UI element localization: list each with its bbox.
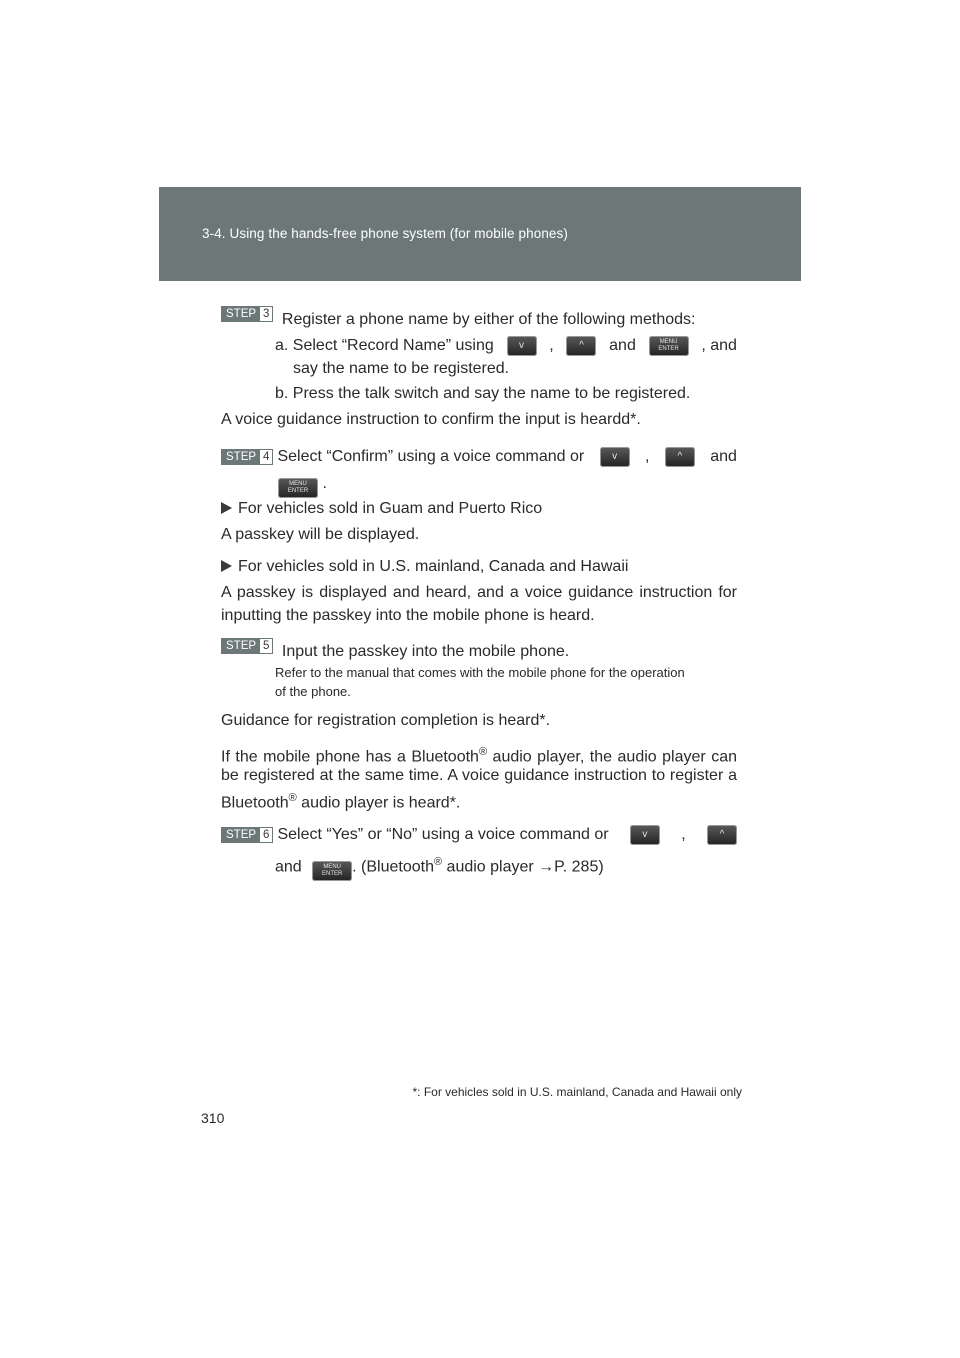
triangle-bullet-icon (221, 560, 232, 572)
menu-enter-button-icon: MENU ENTER (278, 478, 318, 498)
completion-note: Guidance for registration completion is heard*. (221, 712, 551, 729)
step-4: STEP 4 Select “Confirm” using a voice command or v , ^ and (221, 447, 737, 467)
us-heading: For vehicles sold in U.S. mainland, Canada and Hawaii (221, 557, 628, 577)
down-button-icon: v (600, 447, 630, 467)
section-title: 3-4. Using the hands-free phone system (for mobile phones) (202, 226, 568, 241)
step-badge: STEP 4 (221, 449, 273, 465)
down-button-icon: v (630, 825, 660, 845)
menu-enter-button-icon: MENU ENTER (649, 336, 689, 356)
step-3-option-a-cont: say the name to be registered. (293, 360, 510, 377)
step-5-note-line1: Refer to the manual that comes with the mobile phone for the operation (275, 665, 685, 680)
step-3 (221, 306, 695, 330)
bluetooth-line2: be registered at the same time. A voice guidance instruction to register a (221, 767, 737, 784)
bluetooth-line3: Bluetooth® audio player is heard*. (221, 792, 461, 812)
us-text-line1: A passkey is displayed and heard, and a voice guidance instruction for (221, 584, 737, 601)
page-number: 310 (201, 1110, 225, 1126)
triangle-bullet-icon (221, 502, 232, 514)
guam-heading: For vehicles sold in Guam and Puerto Rico (221, 499, 542, 519)
step-badge: STEP 5 (221, 638, 273, 654)
bluetooth-line1: If the mobile phone has a Bluetooth® audio player, the audio player can (221, 746, 737, 766)
guam-text: A passkey will be displayed. (221, 526, 420, 543)
step-5: STEP 5 Input the passkey into the mobile phone. (221, 638, 569, 662)
step-6: STEP 6 Select “Yes” or “No” using a voice command or v , ^ (221, 825, 737, 845)
up-button-icon: ^ (707, 825, 737, 845)
step-5-note-line2: of the phone. (275, 684, 351, 699)
up-button-icon: ^ (566, 336, 596, 356)
us-text-line2: inputting the passkey into the mobile phone is heard. (221, 607, 595, 624)
menu-enter-button-icon: MENU ENTER (312, 861, 352, 881)
step-6-cont: and MENU ENTER . (Bluetooth® audio player →P. 285) (275, 852, 604, 881)
up-button-icon: ^ (665, 447, 695, 467)
down-button-icon: v (507, 336, 537, 356)
step-4-cont: MENU ENTER . (278, 474, 327, 498)
step-3-text: Register a phone name by either of the following methods: (281, 311, 696, 328)
step-3-option-a: a. Select “Record Name” using v , ^ and MENU ENTER , and (275, 337, 737, 354)
footnote: *: For vehicles sold in U.S. mainland, Canada and Hawaii only (412, 1085, 742, 1099)
step-badge: STEP 3 (221, 306, 273, 322)
step-badge: STEP 6 (221, 827, 273, 843)
confirm-input-note: A voice guidance instruction to confirm the input is heardd*. (221, 411, 641, 428)
step-3-option-b: b. Press the talk switch and say the name to be registered. (275, 385, 691, 402)
